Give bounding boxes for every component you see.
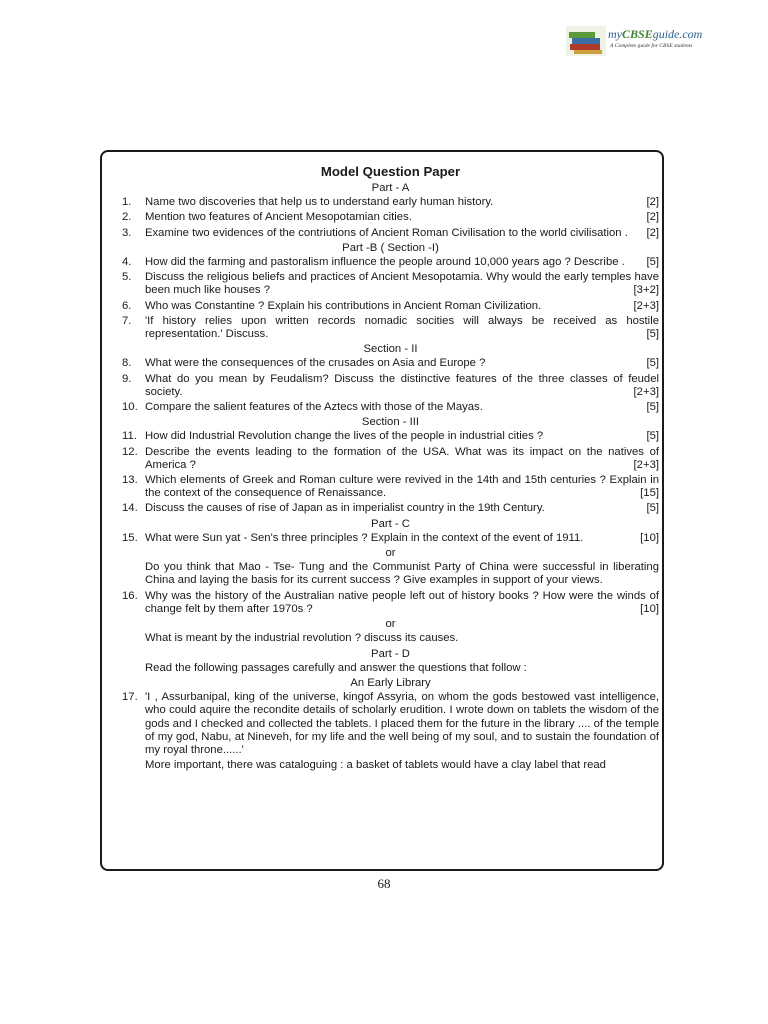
site-logo [566, 24, 712, 58]
question-3: 3. Examine two evidences of the contriutions of Ancient Roman Civilisation to the world civilisation . [2] [122, 226, 659, 239]
part-c-heading: Part - C [371, 517, 410, 530]
question-6: 6. Who was Constantine ? Explain his contributions in Ancient Roman Civilization. [2+3] [122, 299, 659, 312]
part-b-heading: Part -B ( Section -I) [342, 241, 439, 254]
logo-text: myCBSEguide.com [608, 27, 703, 41]
or-separator-15: or [385, 547, 396, 560]
part-d-instruction: Read the following passages carefully and answer the questions that follow : [145, 661, 527, 674]
page-number: 68 [377, 876, 391, 891]
passage-continuation: More important, there was cataloguing : a basket of tablets would have a clay label that read [145, 759, 606, 772]
question-10: 10. Compare the salient features of the Aztecs with those of the Mayas. [5] [122, 401, 659, 414]
question-12: 12. Describe the events leading to the formation of the USA. What was its impact on the natives of America ? [2+3] [122, 445, 659, 471]
question-17: 17. 'I , Assurbanipal, king of the universe, kingof Assyria, on whom the gods bestowed vast intelligence, who could aquire the recondite details of scholarly erudition. I wrote down on tablets the wisdom of the gods and I checked and collected the tablets. I placed them for the future in the library .... of the temple of my god, Nabu, at Nineveh, for my life and the well being of my soul, and to sustain the foundation of my royal throne......' [122, 691, 659, 756]
section-3-heading: Section - III [361, 416, 420, 429]
books-icon [566, 26, 606, 56]
question-2: 2. Mention two features of Ancient Mesopotamian cities. [2] [122, 211, 659, 224]
question-paper [122, 163, 659, 774]
question-8: 8. What were the consequences of the crusades on Asia and Europe ? [5] [122, 357, 659, 370]
question-15: 15. What were Sun yat - Sen's three principles ? Explain in the context of the event of 1911. [10] [122, 531, 659, 544]
question-1: 1. Name two discoveries that help us to understand early human history. [2] [122, 196, 659, 209]
paper-title: Model Question Paper [320, 164, 461, 179]
question-13: 13. Which elements of Greek and Roman culture were revived in the 14th and 15th centuries ? Explain in the context of the consequence of Renaissance. [15] [122, 474, 659, 500]
logo-tagline: A Complete guide for CBSE students [610, 43, 693, 49]
question-4: 4. How did the farming and pastoralism influence the people around 10,000 years ago ? Describe . [5] [122, 256, 659, 269]
question-7: 7. 'If history relies upon written records nomadic socities will always be received as hostile representation.' Discuss. [5] [122, 314, 659, 341]
part-d-heading: Part - D [371, 647, 410, 660]
question-15-alternative: Do you think that Mao - Tse- Tung and the Communist Party of China were successful in liberating China and laying the basis for its current success ? Give examples in support of your views. [145, 561, 659, 587]
part-a-heading: Part - A [371, 182, 410, 194]
or-separator-16: or [385, 618, 396, 631]
question-5: 5. Discuss the religious beliefs and practices of Ancient Mesopotamia. Why would the early temples have been much like houses ? [3+2] [122, 271, 659, 297]
question-14: 14. Discuss the causes of rise of Japan as in imperialist country in the 19th Century. [5] [122, 502, 659, 515]
passage-title: An Early Library [350, 676, 431, 689]
question-9: 9. What do you mean by Feudalism? Discuss the distinctive features of the three classes of feudel society. [2+3] [122, 372, 659, 398]
question-11: 11. How did Industrial Revolution change the lives of the people in industrial cities ? [5] [122, 430, 659, 443]
section-2-heading: Section - II [363, 343, 418, 356]
question-16-alternative: What is meant by the industrial revolution ? discuss its causes. [145, 632, 459, 645]
question-16: 16. Why was the history of the Australian native people left out of history books ? How were the winds of change felt by them after 1970s ? [10] [122, 589, 659, 615]
